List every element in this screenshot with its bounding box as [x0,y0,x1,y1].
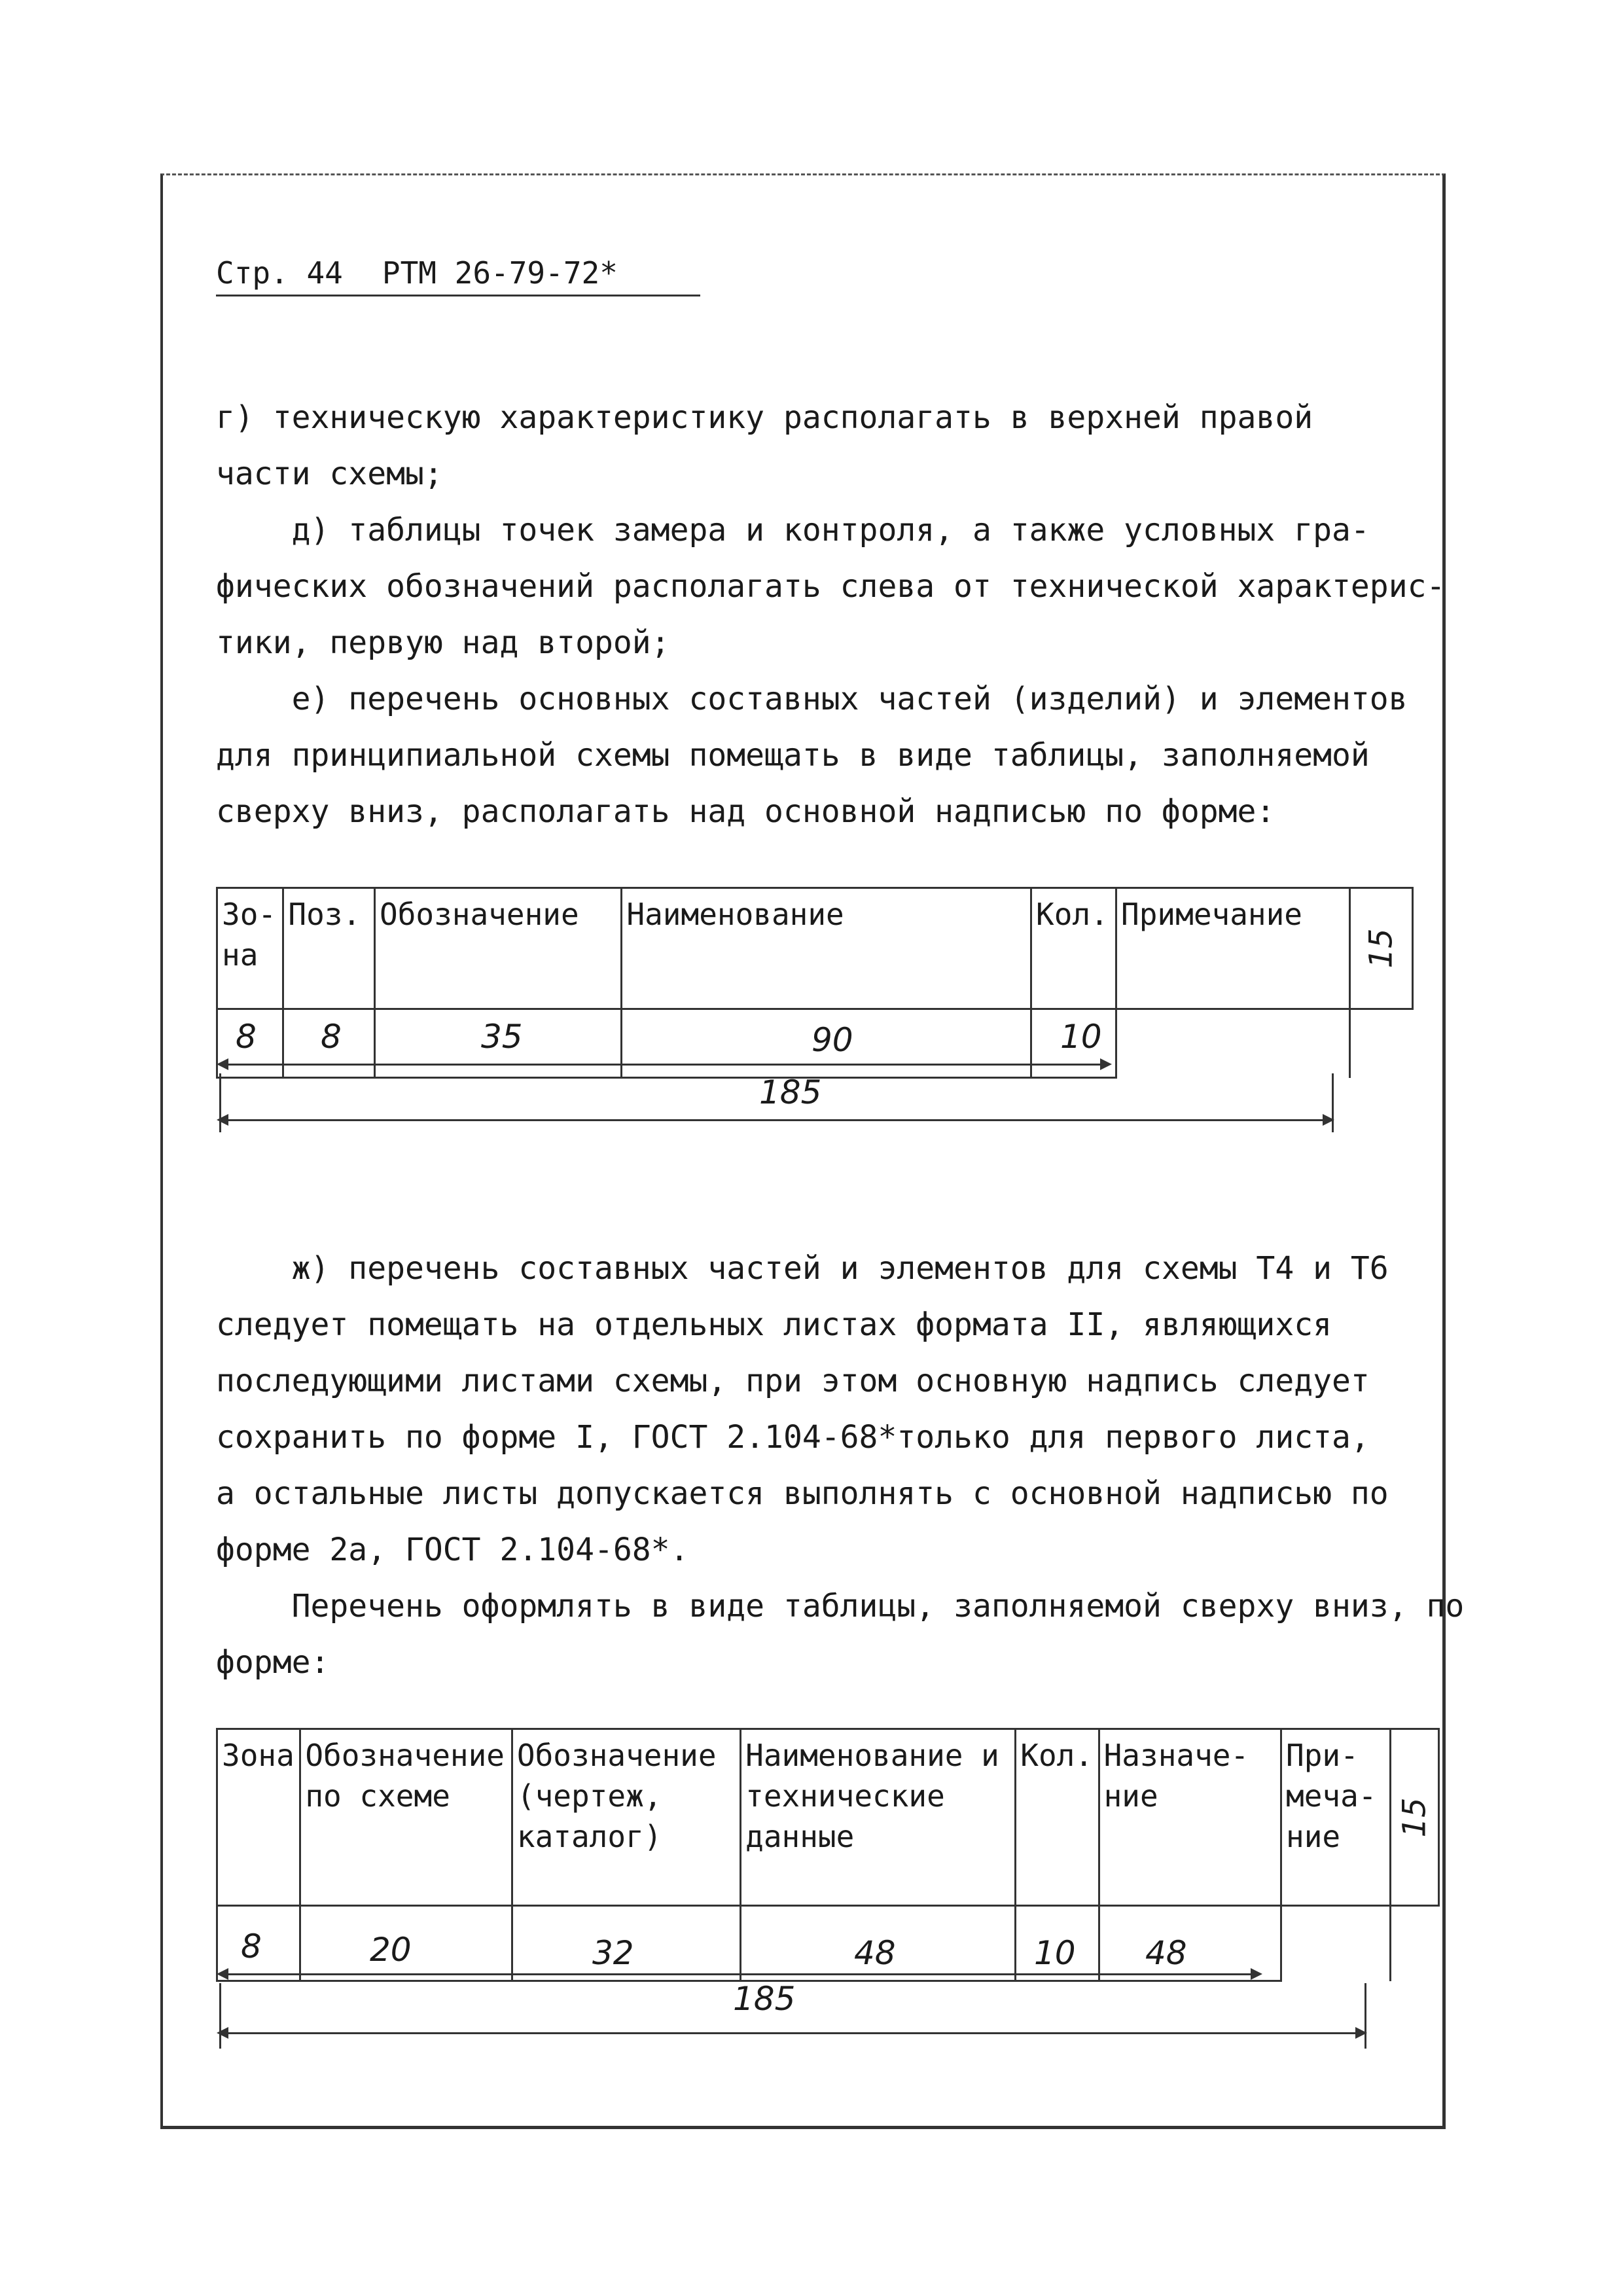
t1-header-designation: Обозначение [375,888,622,1009]
text-line: части схемы; [216,456,443,492]
t1-dim-extension-right [1332,1073,1334,1132]
t2-total-width: 185 [733,1980,796,2018]
t2-header-designation-drawing: Обозначение (чертеж, каталог) [512,1729,740,1906]
document-code: РТМ 26-79-72* [382,255,618,291]
t2-header-note: При-меча-ние [1281,1729,1391,1906]
t2-header-designation-scheme: Обозначение по схеме [300,1729,512,1906]
text-line: Перечень оформлять в виде таблицы, заполняемой сверху вниз, по [216,1588,1465,1624]
t1-dim-zone: 8 [236,1018,257,1056]
t1-header-note: Примечание [1116,888,1350,1009]
t1-header-pos: Поз. [283,888,375,1009]
t2-dim-purpose: 48 [1145,1934,1187,1972]
text-line: г) техническую характеристику располагать в верхней правой [216,399,1313,436]
t2-dim-zone: 8 [241,1928,262,1965]
text-line: следует помещать на отдельных листах формата II, являющихся [216,1306,1332,1343]
page-header [216,255,700,296]
t1-dim-pos: 8 [321,1018,342,1056]
t2-header-name-data: Наименование и технические данные [741,1729,1016,1906]
text-line: д) таблицы точек замера и контроля, а также условных гра- [216,512,1370,548]
text-line: для принципиальной схемы помещать в виде таблицы, заполняемой [216,737,1370,774]
t2-dim-name-data: 48 [854,1934,896,1972]
t2-column-dim-line [219,1973,1260,1975]
t2-row-height-dim: 15 [1391,1729,1439,1906]
t2-header-purpose: Назначе-ние [1099,1729,1281,1906]
t2-header-qty: Кол. [1016,1729,1099,1906]
t1-header-zone: Зо-на [217,888,283,1009]
t1-header-qty: Кол. [1031,888,1116,1009]
t1-column-dim-line [219,1064,1109,1066]
text-line: фических обозначений располагать слева от технической характерис- [216,568,1446,605]
t2-dim-designation-drawing: 32 [592,1934,634,1972]
text-line: форме: [216,1644,330,1681]
t2-total-dim-line [219,2032,1364,2034]
t1-total-dim-line [219,1119,1332,1121]
t1-dim-extension-left [219,1073,221,1132]
t1-header-name: Наименование [622,888,1031,1009]
t1-row-height-dim: 15 [1349,888,1412,1009]
text-line: сохранить по форме I, ГОСТ 2.104-68*только для первого листа, [216,1419,1370,1456]
text-line: форме 2а, ГОСТ 2.104-68*. [216,1532,689,1568]
text-line: а остальные листы допускается выполнять с основной надписью по [216,1475,1389,1512]
t2-header-zone: Зона [217,1729,300,1906]
t2-dim-qty: 10 [1034,1934,1076,1972]
t2-dim-extension-right [1364,1983,1366,2049]
t1-dim-designation: 35 [481,1018,523,1056]
t2-dim-designation-scheme: 20 [370,1931,412,1969]
text-line: последующими листами схемы, при этом основную надпись следует [216,1363,1370,1399]
text-line: сверху вниз, располагать над основной надписью по форме: [216,793,1275,830]
text-line: ж) перечень составных частей и элементов для схемы Т4 и Т6 [216,1250,1389,1287]
text-line: е) перечень основных составных частей (изделий) и элементов [216,681,1408,717]
t2-dim-extension-left [219,1983,221,2049]
t1-dim-qty: 10 [1060,1018,1102,1056]
t1-total-width: 185 [759,1073,822,1111]
text-line: тики, первую над второй; [216,624,670,661]
page-number: Стр. 44 [216,255,343,291]
t1-dim-name: 90 [812,1021,853,1059]
